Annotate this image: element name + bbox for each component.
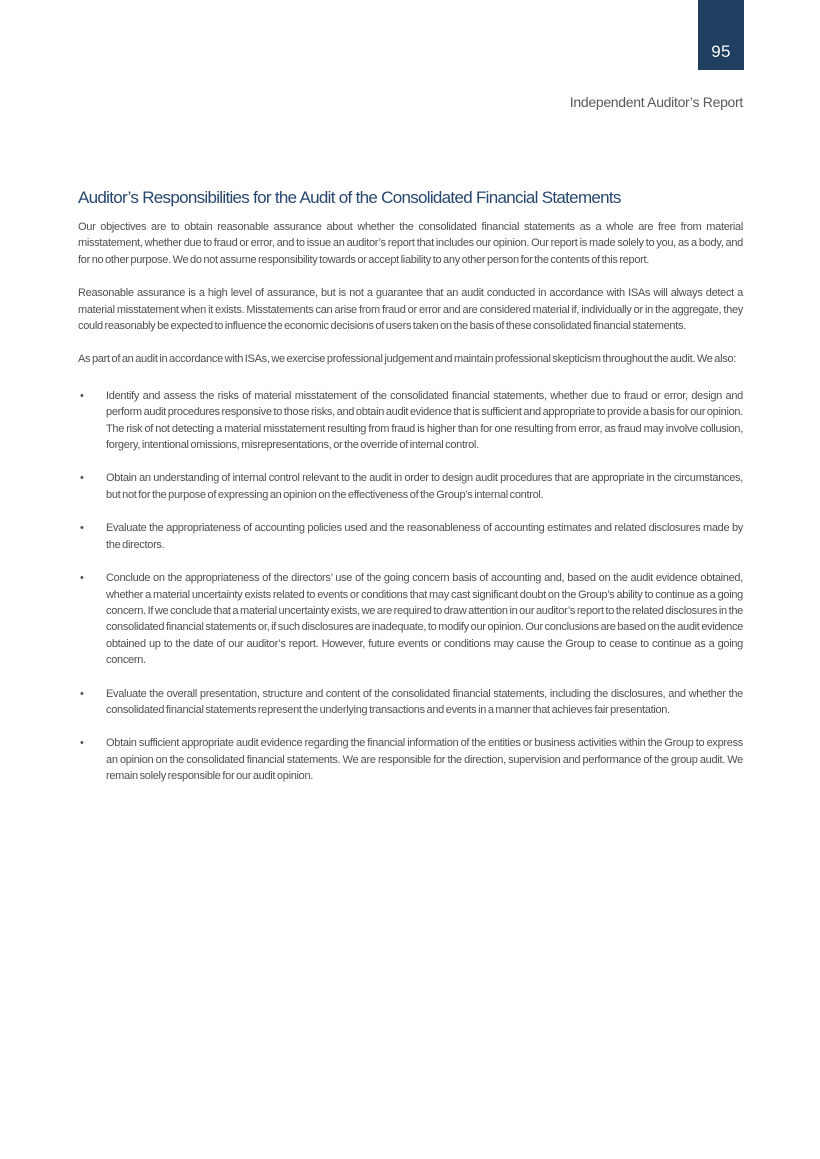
bullet-item-accounting-policies bbox=[78, 520, 743, 553]
bullet-item-overall-presentation bbox=[78, 686, 743, 719]
bullet-text: Evaluate the overall presentation, structure and content of the consolidated financial statements, including the disclosures, and whether the consolidated financial statements represent the underlying transactions and events in a manner that achieves fair presentation. bbox=[106, 687, 743, 716]
bullet-text: Obtain an understanding of internal control relevant to the audit in order to design audit procedures that are appropriate in the circumstances, but not for the purpose of expressing an opinion on the effectiveness of the Group’s internal control. bbox=[106, 472, 743, 501]
bullet-text: Conclude on the appropriateness of the directors’ use of the going concern basis of accounting and, based on the audit evidence obtained, whether a material uncertainty exists related to events or conditions that may cast significant doubt on the Group’s ability to continue as a going concern. If we conclude that a material uncertainty exists, we are required to draw attention in our auditor’s report to the related disclosures in the consolidated financial statements or, if such disclosures are inadequate, to modify our opinion. Our conclusions are based on the audit evidence obtained up to the date of our auditor’s report. However, future events or conditions may cause the Group to cease to continue as a going concern. bbox=[106, 572, 743, 667]
bullet-item-internal-control bbox=[78, 470, 743, 503]
bullet-icon: • bbox=[80, 522, 84, 535]
bullet-item-group-evidence bbox=[78, 735, 743, 784]
bullet-icon: • bbox=[80, 389, 84, 402]
paragraph-objectives: Our objectives are to obtain reasonable assurance about whether the consolidated financial statements as a whole are free from material misstatement, whether due to fraud or error, and to issue an auditor’s report that includes our opinion. Our report is made solely to you, as a body, and for no other purpose. We do not assume responsibility towards or accept liability to any other person for the contents of this report. bbox=[78, 221, 743, 266]
bullet-text: Identify and assess the risks of material misstatement of the consolidated financial statements, whether due to fraud or error, design and perform audit procedures responsive to those risks, and obtain audit evidence that is sufficient and appropriate to provide a basis for our opinion. The risk of not detecting a material misstatement resulting from fraud is higher than for one resulting from error, as fraud may involve collusion, forgery, intentional omissions, misrepresentations, or the override of internal control. bbox=[106, 389, 743, 452]
bullet-icon: • bbox=[80, 687, 84, 700]
section-heading: Auditor’s Responsibilities for the Audit of the Consolidated Financial Statements bbox=[78, 188, 621, 207]
bullet-text: Obtain sufficient appropriate audit evidence regarding the financial information of the entities or business activities within the Group to express an opinion on the consolidated financial statements. We are responsible for the direction, supervision and performance of the group audit. We remain solely responsible for our audit opinion. bbox=[106, 737, 743, 783]
bullet-icon: • bbox=[80, 572, 84, 585]
content-area bbox=[78, 188, 743, 802]
bullet-item-going-concern bbox=[78, 570, 743, 668]
paragraph-audit-intro: As part of an audit in accordance with ISAs, we exercise professional judgement and maintain professional skepticism throughout the audit. We also: bbox=[78, 353, 737, 366]
bullet-text: Evaluate the appropriateness of accounting policies used and the reasonableness of accounting estimates and related disclosures made by the directors. bbox=[106, 522, 743, 551]
bullet-icon: • bbox=[80, 472, 84, 485]
bullet-icon: • bbox=[80, 737, 84, 750]
paragraph-reasonable-assurance: Reasonable assurance is a high level of assurance, but is not a guarantee that an audit conducted in accordance with ISAs will always detect a material misstatement when it exists. Misstatements can arise from fraud or error and are considered material if, individually or in the aggregate, they could reasonably be expected to influence the economic decisions of users taken on the basis of these consolidated financial statements. bbox=[78, 287, 743, 333]
responsibilities-bullet-list bbox=[78, 388, 743, 785]
page-number: 95 bbox=[711, 42, 731, 61]
running-header-title: Independent Auditor’s Report bbox=[569, 94, 743, 110]
page-number-box bbox=[698, 0, 744, 70]
bullet-item-identify-risks bbox=[78, 388, 743, 454]
